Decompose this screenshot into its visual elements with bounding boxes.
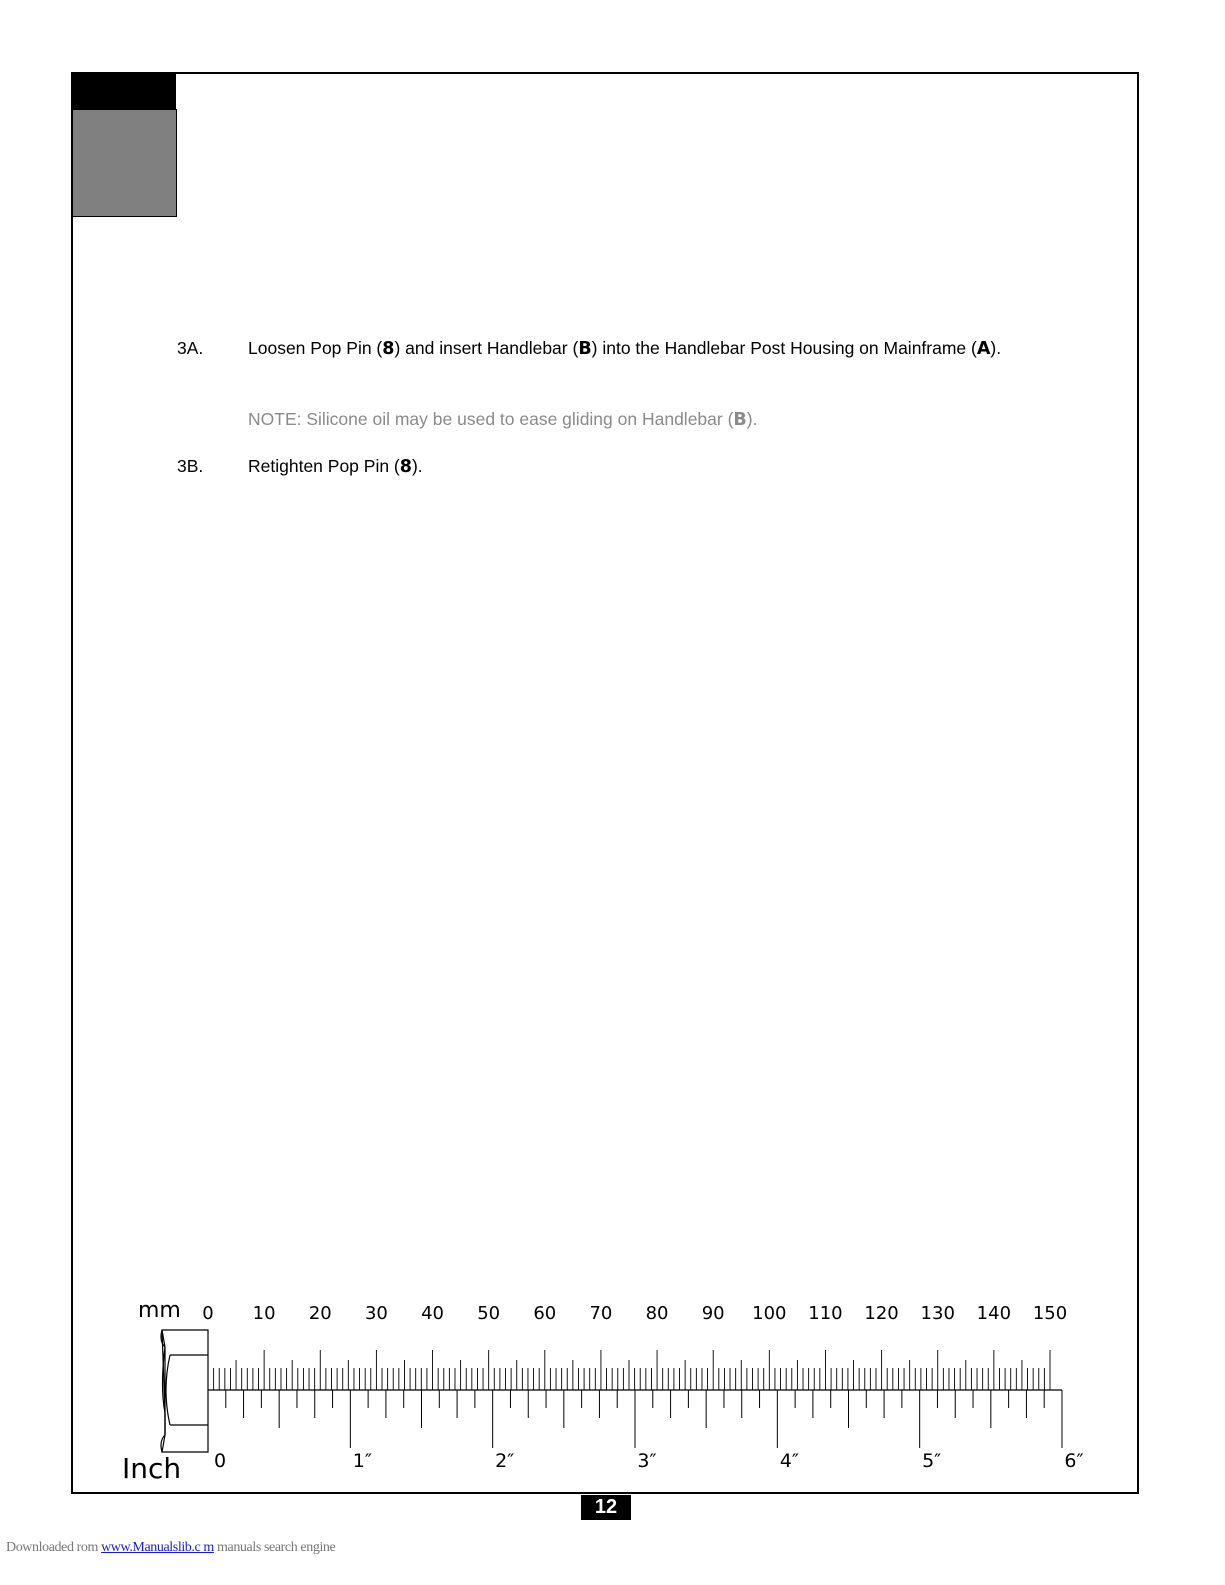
inch-tick-label: 0 [213,1450,227,1472]
mm-tick-label: 150 [1032,1303,1068,1324]
section-tab-header [72,73,176,109]
step-text: Loosen Pop Pin (8) and insert Handlebar (B) into the Handlebar Post Housing on Mainframe (A). [248,338,1002,359]
step-number: 3A. [177,338,204,358]
mm-tick-label: 0 [202,1303,214,1324]
part-ref: B [733,410,747,430]
bolt-hex-head-icon [161,1330,208,1452]
inch-tick-label: 2″ [495,1450,515,1472]
note-text: NOTE: Silicone oil may be used to ease gliding on Handlebar (B). [248,409,758,430]
part-ref: 8 [399,457,412,477]
inch-tick-label: 1″ [352,1450,372,1472]
inch-tick-label: 6″ [1064,1450,1084,1472]
section-tab-block [72,109,177,217]
inch-tick-label: 5″ [922,1450,942,1472]
mm-tick-label: 80 [645,1303,669,1324]
mm-tick-label: 60 [533,1303,557,1324]
mm-tick-label: 110 [808,1303,843,1324]
mm-tick-label: 10 [252,1303,276,1324]
mm-tick-label: 40 [421,1303,444,1324]
part-ref: 8 [382,339,395,359]
mm-tick-label: 20 [308,1303,332,1324]
page-number: 12 [581,1495,631,1520]
inch-tick-label: 4″ [779,1450,799,1472]
step-number: 3B. [177,456,204,476]
footer-attribution: Downloaded rom www.Manualslib.c m manuals search engine [6,1540,336,1555]
mm-tick-label: 30 [364,1303,388,1324]
inch-unit-label: Inch [122,1452,182,1485]
mm-tick-label: 140 [976,1303,1012,1324]
mm-tick-label: 120 [864,1303,899,1324]
measurement-ruler [110,1295,1100,1495]
mm-tick-label: 100 [752,1303,787,1324]
mm-tick-label: 70 [589,1303,613,1324]
manualslib-link[interactable]: www.Manualslib.c m [101,1540,214,1555]
mm-tick-label: 130 [920,1303,955,1324]
ruler-scale [202,1303,1083,1472]
mm-tick-label: 90 [701,1303,725,1324]
mm-unit-label: mm [138,1298,181,1323]
step-text: Retighten Pop Pin (8). [248,456,423,477]
inch-tick-label: 3″ [637,1450,657,1472]
part-ref: A [976,339,991,359]
mm-tick-label: 50 [477,1303,501,1324]
page-frame [71,72,1139,1494]
part-ref: B [578,339,592,359]
